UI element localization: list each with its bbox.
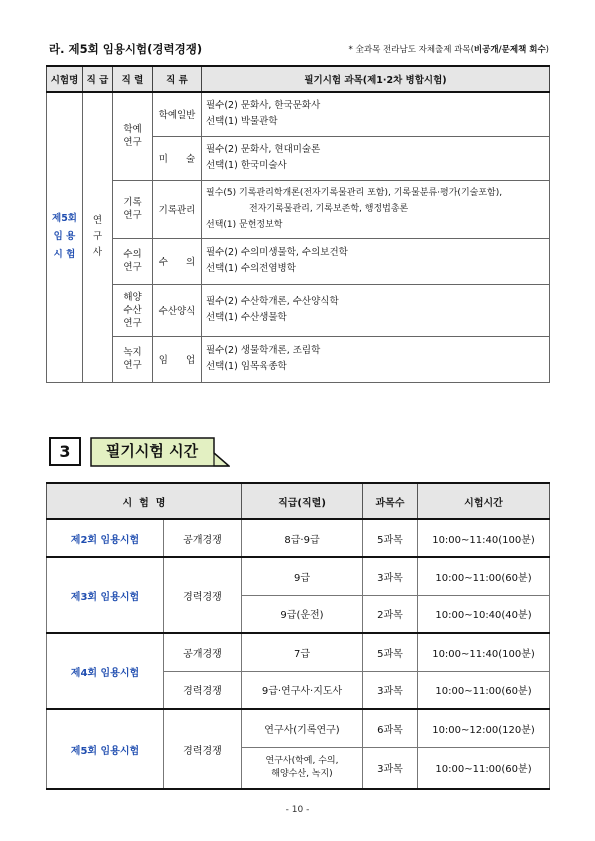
- grade-cell: 7급: [242, 633, 363, 671]
- table-row: [47, 519, 550, 557]
- exam-name-cell: 제3회 임용시험: [47, 557, 164, 633]
- exam-name-cell: 제5회 임 용 시 험: [47, 92, 83, 382]
- subject-count-cell: 3과목: [363, 747, 418, 789]
- grade-cell: 9급·연구사·지도사: [242, 671, 363, 709]
- subject-count-cell: 3과목: [363, 557, 418, 595]
- grade-cell: 연구사(기록연구): [242, 709, 363, 747]
- table-row: [47, 238, 550, 284]
- exam-name-cell: 제4회 임용시험: [47, 633, 164, 709]
- section-title-badge: [90, 437, 230, 467]
- exam-type-cell: 공개경쟁: [164, 519, 242, 557]
- kind-cell: 수 의: [153, 238, 202, 284]
- kind-cell: 미 술: [153, 136, 202, 180]
- table-row: [47, 709, 550, 747]
- section-number: 3: [49, 437, 81, 466]
- time-cell: 10:00~11:40(100분): [418, 519, 550, 557]
- time-cell: 10:00~11:00(60분): [418, 671, 550, 709]
- time-cell: 10:00~10:40(40분): [418, 595, 550, 633]
- table-header-row: [47, 483, 550, 519]
- table-row: [47, 557, 550, 595]
- table-row: [47, 180, 550, 238]
- header-kind: 직 류: [153, 66, 202, 92]
- header-series: 직 렬: [113, 66, 153, 92]
- subjects-cell: 필수(2) 생물학개론, 조림학 선택(1) 임목육종학: [202, 336, 550, 382]
- grade-cell: 8급·9급: [242, 519, 363, 557]
- subjects-cell: 필수(2) 수의미생물학, 수의보건학 선택(1) 수의전염병학: [202, 238, 550, 284]
- series-cell: 녹지 연구: [113, 336, 153, 382]
- table-row: [47, 633, 550, 671]
- header-exam: 시험명: [47, 66, 83, 92]
- grade-cell: 연 구 사: [83, 92, 113, 382]
- header-subject-count: 과목수: [363, 483, 418, 519]
- subjects-cell: 필수(2) 수산학개론, 수산양식학 선택(1) 수산생물학: [202, 284, 550, 336]
- subject-count-cell: 5과목: [363, 633, 418, 671]
- subject-count-cell: 6과목: [363, 709, 418, 747]
- time-cell: 10:00~12:00(120분): [418, 709, 550, 747]
- table-row: [47, 92, 550, 136]
- exam-time-table: [46, 482, 550, 790]
- kind-cell: 임 업: [153, 336, 202, 382]
- series-cell: 해양 수산 연구: [113, 284, 153, 336]
- kind-cell: 학예일반: [153, 92, 202, 136]
- subject-count-cell: 3과목: [363, 671, 418, 709]
- series-cell: 기록 연구: [113, 180, 153, 238]
- section-note: * 全과목 전라남도 자체출제 과목(비공개/문제책 회수): [348, 45, 549, 55]
- kind-cell: 수산양식: [153, 284, 202, 336]
- subjects-cell: 필수(2) 문화사, 현대미술론 선택(1) 한국미술사: [202, 136, 550, 180]
- section-title: 필기시험 시간: [105, 442, 199, 460]
- header-subjects: 필기시험 과목(제1·2차 병합시험): [202, 66, 550, 92]
- series-cell: 학예 연구: [113, 92, 153, 180]
- grade-cell: 연구사(학예, 수의, 해양수산, 녹지): [242, 747, 363, 789]
- note-bold: 비공개/문제책 회수: [473, 45, 546, 55]
- grade-cell: 9급(운전): [242, 595, 363, 633]
- subjects-cell: 필수(2) 문화사, 한국문화사 선택(1) 박물관학: [202, 92, 550, 136]
- header-grade: 직 급: [83, 66, 113, 92]
- exam-type-cell: 경력경쟁: [164, 671, 242, 709]
- time-cell: 10:00~11:00(60분): [418, 557, 550, 595]
- kind-cell: 기록관리: [153, 180, 202, 238]
- header-exam: 시 험 명: [47, 483, 242, 519]
- table-row: [47, 336, 550, 382]
- table-header-row: [47, 66, 550, 92]
- exam-type-cell: 공개경쟁: [164, 633, 242, 671]
- subject-count-cell: 5과목: [363, 519, 418, 557]
- table-row: [47, 284, 550, 336]
- exam-type-cell: 경력경쟁: [164, 709, 242, 789]
- subject-count-cell: 2과목: [363, 595, 418, 633]
- exam-name-cell: 제2회 임용시험: [47, 519, 164, 557]
- section-title: 라. 제5회 임용시험(경력경쟁): [49, 42, 203, 56]
- exam-name-cell: 제5회 임용시험: [47, 709, 164, 789]
- series-cell: 수의 연구: [113, 238, 153, 284]
- page-number: - 10 -: [285, 805, 310, 815]
- exam-type-cell: 경력경쟁: [164, 557, 242, 633]
- header-time: 시험시간: [418, 483, 550, 519]
- header-grade: 직급(직렬): [242, 483, 363, 519]
- time-cell: 10:00~11:00(60분): [418, 747, 550, 789]
- grade-cell: 9급: [242, 557, 363, 595]
- time-cell: 10:00~11:40(100분): [418, 633, 550, 671]
- subjects-cell: 필수(5) 기록관리학개론(전자기록물관리 포함), 기록물분류·평가(기술포함), 전자기록물관리, 기록보존학, 행정법총론 선택(1) 문헌정보학: [202, 180, 550, 238]
- section-header: [49, 40, 549, 58]
- subjects-table: [46, 65, 550, 383]
